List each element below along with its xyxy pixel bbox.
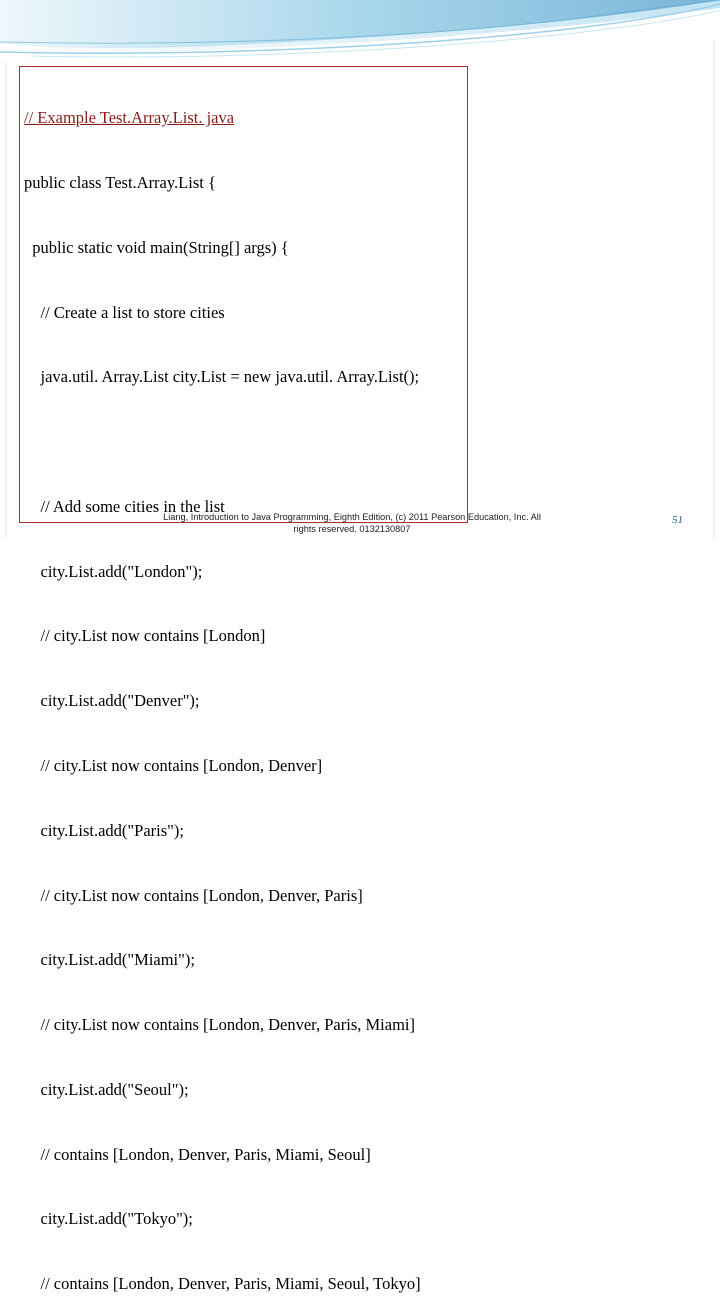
code-line: city.List.add("Seoul"); (24, 1079, 189, 1099)
code-line: // city.List now contains [London, Denver, Paris, Miami] (24, 1015, 415, 1035)
code-line: public class Test.Array.List { (24, 172, 216, 192)
code-line: // contains [London, Denver, Paris, Miami, Seoul, Tokyo] (24, 1274, 421, 1294)
top-swoosh (0, 0, 720, 57)
code-listing (24, 64, 421, 1316)
code-line: // Create a list to store cities (24, 302, 225, 322)
code-line: // Add some cities in the list (24, 496, 225, 516)
code-line: // city.List now contains [London, Denver] (24, 756, 323, 775)
code-line: city.List.add("Denver"); (24, 691, 200, 711)
page-number: 51 (672, 514, 683, 526)
code-title: // Example Test.Array.List. java (24, 108, 235, 128)
code-line: // city.List now contains [London, Denver, Paris] (24, 885, 363, 905)
code-line: city.List.add("London"); (24, 561, 203, 581)
footer-rights: rights reserved. 0132130807 (293, 524, 411, 534)
code-line (24, 431, 421, 453)
code-line: city.List.add("Miami"); (24, 950, 195, 970)
slide-footer (132, 511, 572, 535)
code-line: city.List.add("Tokyo"); (24, 1209, 193, 1229)
code-line: public static void main(String[] args) { (24, 237, 289, 257)
code-line: // city.List now contains [London] (24, 626, 266, 646)
code-line: city.List.add("Paris"); (24, 820, 184, 840)
code-line: java.util. Array.List city.List = new java.util. Array.List(); (24, 367, 420, 387)
footer-copyright: Liang, Introduction to Java Programming, Eighth Edition, (c) 2011 Pearson Education, Inc. All (163, 512, 541, 522)
code-line: // contains [London, Denver, Paris, Miami, Seoul] (24, 1144, 371, 1164)
